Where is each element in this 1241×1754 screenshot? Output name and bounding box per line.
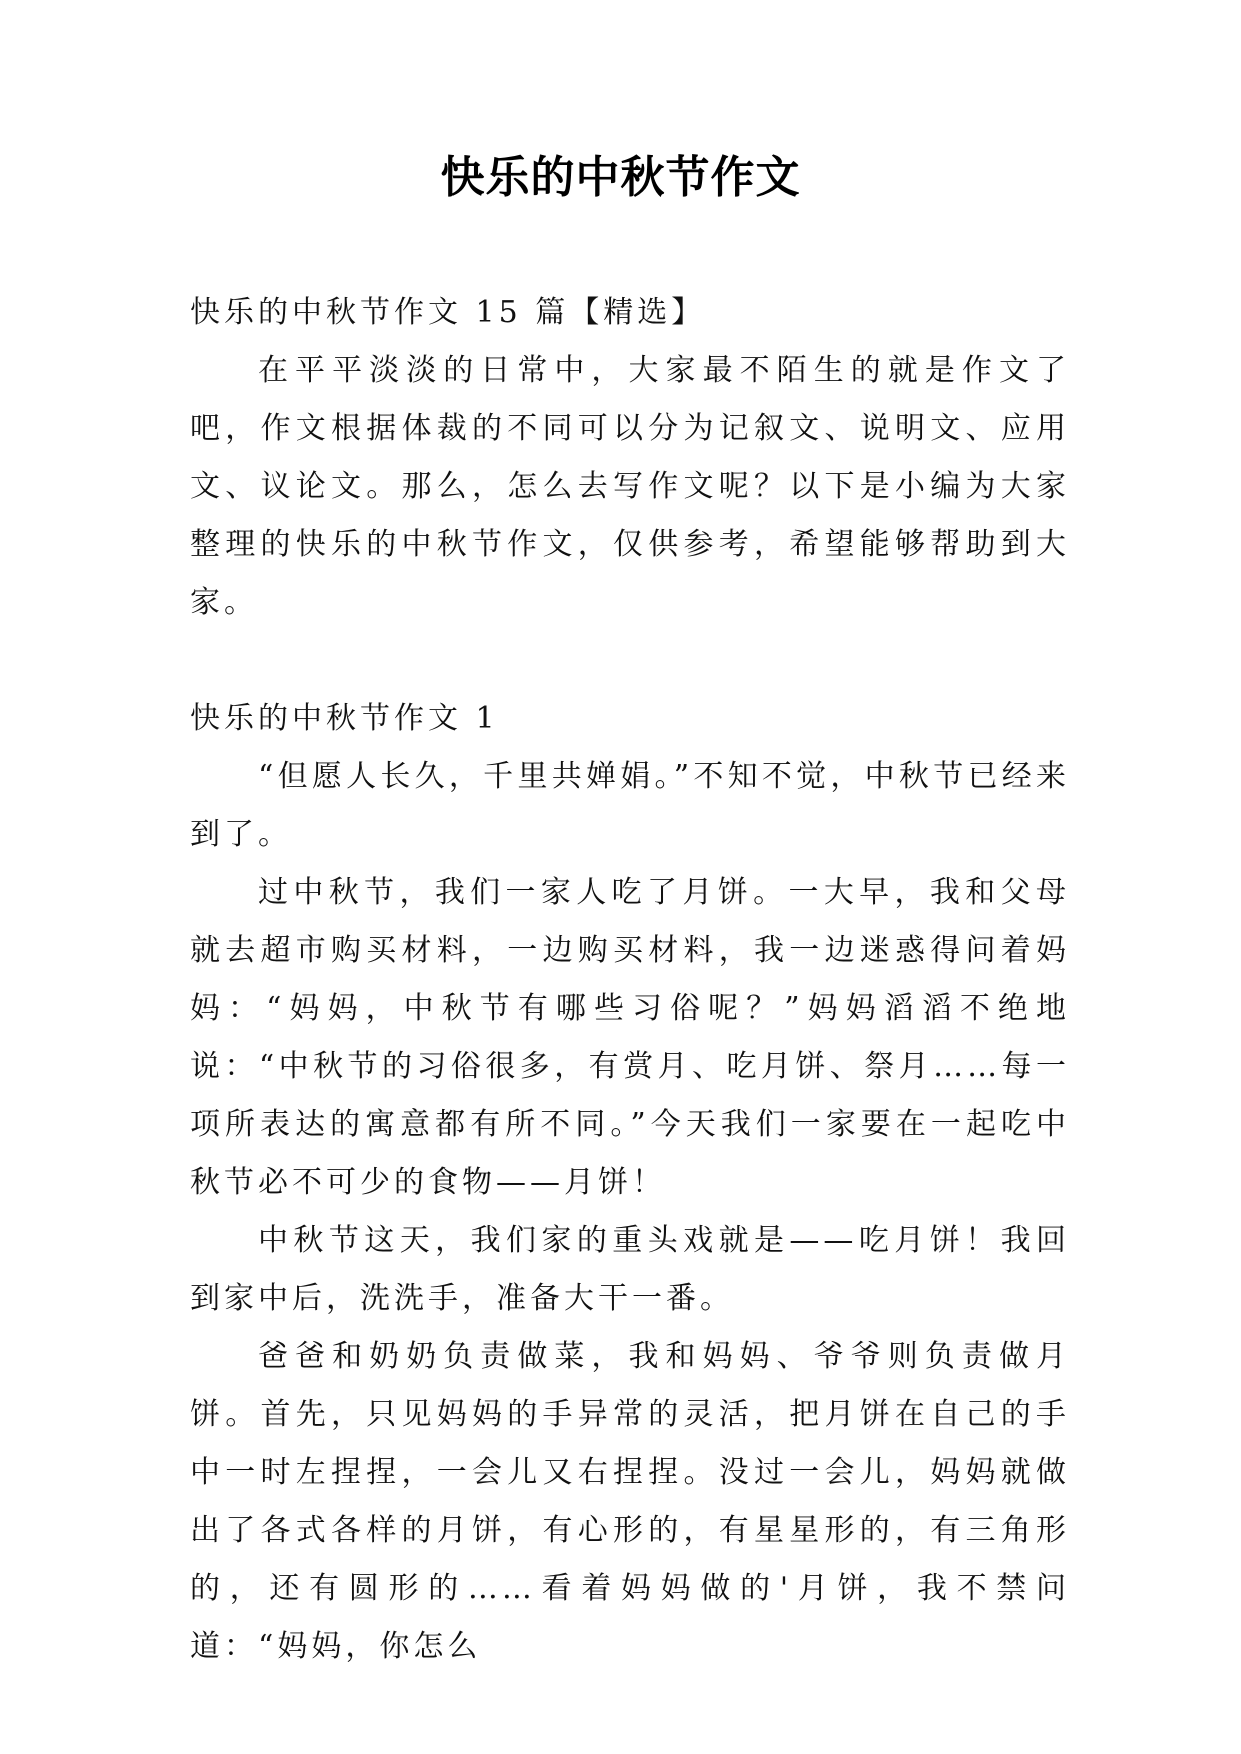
intro-paragraph: 在平平淡淡的日常中，大家最不陌生的就是作文了吧，作文根据体裁的不同可以分为记叙文、说明文、应用文、议论文。那么，怎么去写作文呢？以下是小编为大家整理的快乐的中秋节作文，仅供参考，希望能够帮助到大家。 xyxy=(190,353,1070,620)
body-paragraph-3: 中秋节这天，我们家的重头戏就是——吃月饼！我回到家中后，洗洗手，准备大干一番。 xyxy=(190,1223,1070,1316)
body-paragraph-2: 过中秋节，我们一家人吃了月饼。一大早，我和父母就去超市购买材料，一边购买材料，我一边迷惑得问着妈妈：“妈妈，中秋节有哪些习俗呢？”妈妈滔滔不绝地说：“中秋节的习俗很多，有赏月、吃月饼、祭月……每一项所表达的寓意都有所不同。”今天我们一家要在一起吃中秋节必不可少的食物——月饼！ xyxy=(190,875,1070,1200)
section-spacer xyxy=(190,632,1070,690)
document-subtitle: 快乐的中秋节作文 15 篇【精选】 xyxy=(190,295,706,330)
document-title: 快乐的中秋节作文 xyxy=(440,152,801,203)
body-paragraph-1: “但愿人长久，千里共婵娟。”不知不觉，中秋节已经来到了。 xyxy=(190,759,1070,852)
body-paragraph-4: 爸爸和奶奶负责做菜，我和妈妈、爷爷则负责做月饼。首先，只见妈妈的手异常的灵活，把月饼在自己的手中一时左捏捏，一会儿又右捏捏。没过一会儿，妈妈就做出了各式各样的月饼，有心形的，有星星形的，有三角形的，还有圆形的……看着妈妈做的'月饼，我不禁问道：“妈妈，你怎么 xyxy=(190,1339,1070,1664)
section-heading: 快乐的中秋节作文 1 xyxy=(190,701,499,736)
document-body xyxy=(190,284,1070,1676)
